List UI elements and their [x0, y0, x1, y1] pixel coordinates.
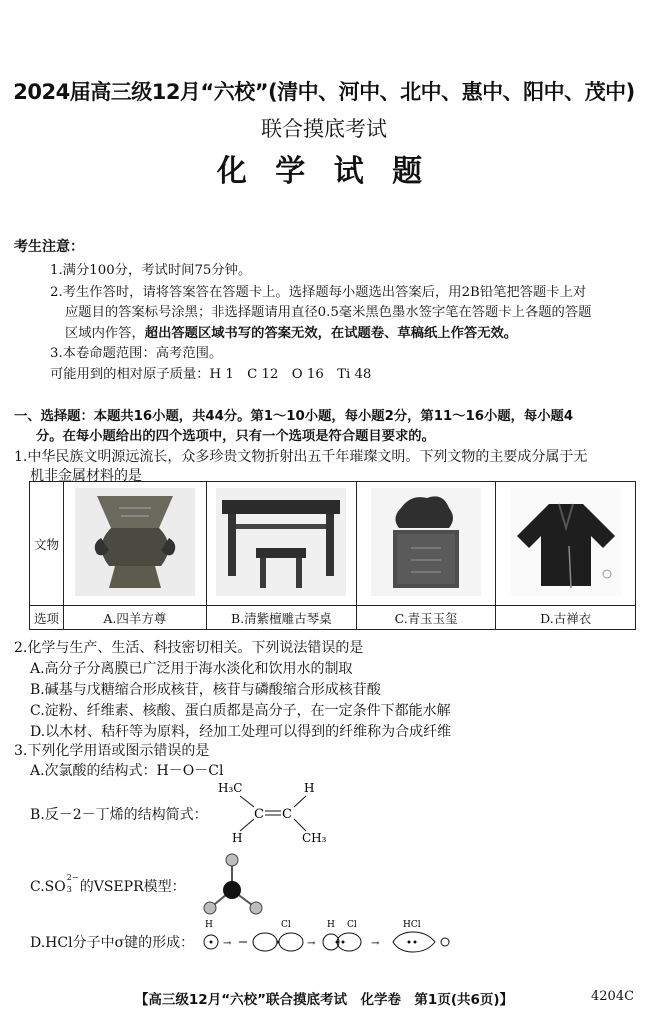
- section-instructions-2: 分。在每小题给出的四个选项中，只有一个选项是符合题目要求的。: [36, 429, 435, 444]
- q2-stem: 2.化学与生产、生活、科技密切相关。下列说法错误的是: [14, 640, 364, 656]
- svg-text:→: →: [223, 938, 232, 949]
- label-hcl: HCl: [403, 920, 421, 930]
- relic-image-d: [496, 482, 636, 606]
- q1-option-c: C.青玉玉玺: [356, 606, 496, 630]
- q1-relics-table: [29, 481, 636, 630]
- so3-sub: 3: [66, 885, 72, 894]
- q1-option-d: D.古禅衣: [496, 606, 636, 630]
- svg-text:→: →: [371, 938, 380, 949]
- q1-stem-1: 1.中华民族文明源远流长，众多珍贵文物折射出五千年璀璨文明。下列文物的主要成分属于无: [14, 449, 588, 465]
- exam-header-line2: 联合摸底考试: [261, 117, 387, 141]
- notice-heading: 考生注意：: [14, 239, 84, 255]
- chanyi-robe-icon: [511, 488, 621, 596]
- trans-2-butene-structure: [210, 776, 340, 848]
- label-c-right: C: [282, 807, 292, 822]
- svg-text:→: →: [307, 938, 316, 949]
- atomic-masses: 可能用到的相对原子质量：H 1 C 12 O 16 Ti 48: [50, 367, 372, 382]
- notice-item-1: 1.满分100分，考试时间75分钟。: [50, 263, 252, 278]
- q3-stem: 3.下列化学用语或图示错误的是: [14, 743, 210, 759]
- q1-option-b: B.清紫檀雕古琴桌: [206, 606, 356, 630]
- row-label-option: 选项: [30, 606, 64, 630]
- notice-item-2-cont2: [65, 322, 517, 341]
- zun-vessel-icon: [75, 488, 195, 596]
- vsepr-model-icon: [200, 850, 280, 920]
- q3-option-a: [30, 760, 223, 780]
- label-ch3: CH₃: [302, 831, 327, 845]
- label-cl-2: Cl: [347, 920, 357, 930]
- label-c-left: C: [254, 807, 264, 822]
- q1-stem-2: 机非金属材料的是: [30, 468, 142, 484]
- q2-option-b: B.碱基与戊糖缩合形成核苷，核苷与磷酸缩合形成核苷酸: [30, 682, 381, 698]
- jade-seal-icon: [371, 488, 481, 596]
- q3-option-c: [30, 873, 186, 896]
- q2-option-d: D.以木材、秸秆等为原料，经加工处理可以得到的纤维称为合成纤维: [30, 724, 452, 740]
- notice-item-2: 2.考生作答时，请将答案答在答题卡上。选择题每小题选出答案后，用2B铅笔把答题卡上对: [50, 285, 587, 300]
- label-cl-1: Cl: [281, 920, 291, 930]
- relic-image-a: [63, 482, 206, 606]
- relic-image-b: [206, 482, 356, 606]
- q1-option-a: A.四羊方尊: [63, 606, 206, 630]
- q3-option-d: D.HCl分子中σ键的形成：: [30, 935, 195, 951]
- notice-item-2-cont: 应题目的答案标号涂黑；非选择题请用直径0.5毫米黑色墨水签字笔在答题卡上各题的答题: [65, 305, 592, 320]
- q2-option-c: C.淀粉、纤维素、核酸、蛋白质都是高分子，在一定条件下都能水解: [30, 703, 451, 719]
- q3-option-c-pre: C.SO: [30, 879, 66, 895]
- q3-option-c-post: 的VSEPR模型：: [79, 879, 186, 895]
- label-h-top: H: [304, 781, 315, 795]
- label-h3c: H₃C: [218, 781, 243, 795]
- paper-code: 4204C: [591, 989, 635, 1004]
- sigma-bond-formation-diagram: [203, 915, 453, 957]
- notice-item-3: 3.本卷命题范围：高考范围。: [50, 346, 223, 361]
- exam-header-line1: 2024届高三级12月“六校”(清中、河中、北中、惠中、阳中、茂中): [13, 80, 635, 104]
- label-h-1: H: [205, 920, 213, 930]
- q3-option-b: B.反－2－丁烯的结构简式：: [30, 807, 208, 823]
- label-h-bottom: H: [232, 831, 243, 845]
- label-h-2: H: [327, 920, 335, 930]
- page-title: 化 学 试 题: [216, 154, 432, 189]
- q2-option-a: A.高分子分离膜已广泛用于海水淡化和饮用水的制取: [30, 661, 353, 677]
- q3-option-a-text: A.次氯酸的结构式：H－O－Cl: [30, 763, 224, 779]
- qin-table-icon: [216, 488, 346, 596]
- notice-item-2-cont2-text: 区域内作答，: [65, 326, 145, 341]
- page-footer: 【高三级12月“六校”联合摸底考试 化学卷 第1页(共6页)】: [134, 992, 514, 1008]
- section-instructions-1: 一、选择题：本题共16小题，共44分。第1～10小题，每小题2分，第11～16小题，每小题4: [14, 409, 574, 424]
- relic-image-c: [356, 482, 496, 606]
- row-label-relic: 文物: [30, 482, 64, 606]
- so3-charge-sup: 2−: [66, 873, 79, 882]
- notice-warning: 超出答题区域书写的答案无效，在试题卷、草稿纸上作答无效。: [144, 326, 518, 341]
